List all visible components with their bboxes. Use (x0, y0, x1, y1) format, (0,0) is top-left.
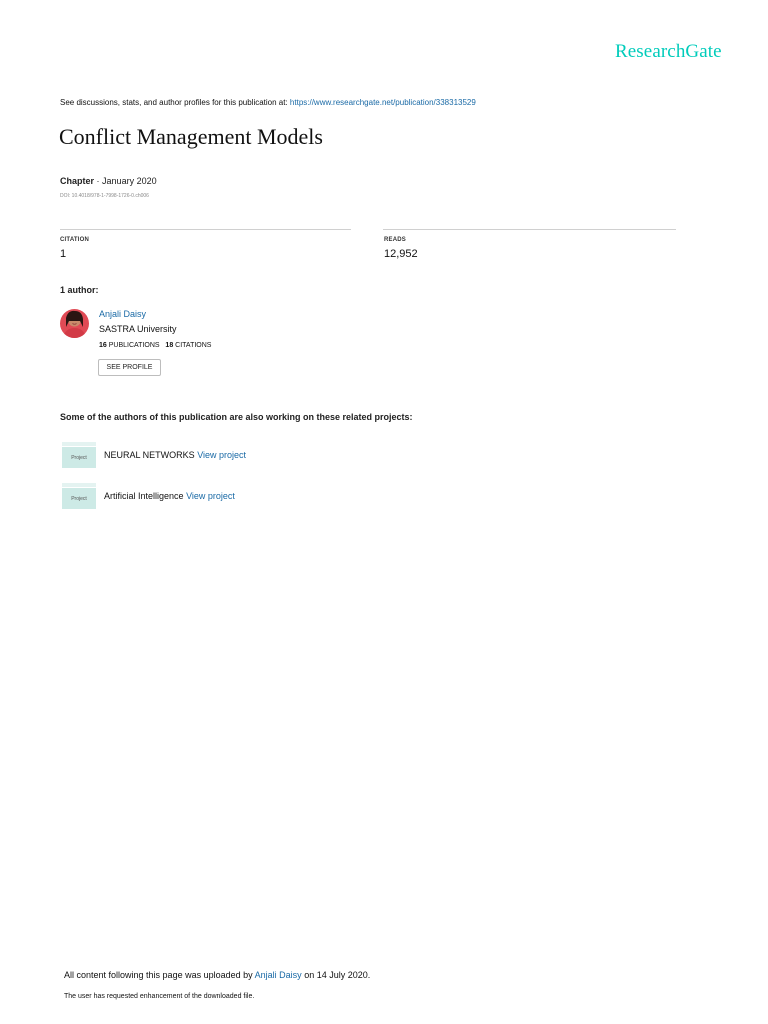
meta-separator: · (96, 176, 100, 186)
publication-date: January 2020 (102, 176, 157, 186)
citation-count: 1 (60, 248, 67, 260)
reads-count: 12,952 (384, 248, 418, 260)
publication-doi: DOI: 10.4018/978-1-7998-1726-0.ch006 (60, 193, 149, 199)
upload-notice (64, 970, 370, 980)
author-citations-count: 18 (165, 342, 174, 349)
uploader-link[interactable]: Anjali Daisy (254, 970, 302, 980)
see-discussions-text: See discussions, stats, and author profiles for this publication at: (60, 98, 288, 107)
project-name: Artificial Intelligence (104, 491, 184, 501)
enhancement-note: The user has requested enhancement of the downloaded file. (64, 993, 255, 1000)
publication-url-link[interactable]: https://www.researchgate.net/publication/338313529 (289, 98, 476, 107)
publication-type: Chapter (60, 176, 95, 186)
see-profile-button[interactable]: SEE PROFILE (98, 359, 161, 376)
author-citations-label: CITATIONS (175, 342, 212, 349)
author-institution: SASTRA University (99, 324, 177, 334)
publication-title: Conflict Management Models (59, 124, 323, 149)
author-publications-label: PUBLICATIONS (108, 342, 160, 349)
project-icon-label: Project (62, 447, 96, 468)
project-icon-tab (62, 442, 96, 446)
author-avatar[interactable] (60, 309, 89, 338)
project-icon-tab (62, 483, 96, 487)
project-item (104, 450, 246, 460)
author-publications-count: 16 (99, 342, 107, 349)
view-project-link[interactable]: View project (186, 491, 235, 501)
citation-label: CITATION (60, 237, 90, 243)
upload-suffix: on 14 July 2020. (304, 970, 371, 980)
author-stats (99, 342, 211, 349)
view-project-link[interactable]: View project (197, 450, 247, 460)
project-icon (62, 442, 96, 468)
upload-prefix: All content following this page was uploaded by (64, 970, 253, 980)
reads-divider (383, 229, 676, 230)
related-projects-heading: Some of the authors of this publication are also working on these related projects: (60, 412, 413, 422)
authors-heading: 1 author: (60, 285, 99, 295)
project-item (104, 491, 235, 501)
see-discussions-line (60, 98, 476, 107)
researchgate-logo[interactable]: ResearchGate (615, 41, 722, 62)
project-name: NEURAL NETWORKS (104, 450, 195, 460)
citation-divider (60, 229, 351, 230)
project-icon-label: Project (62, 488, 96, 509)
author-name-link[interactable]: Anjali Daisy (99, 309, 147, 319)
publication-meta (60, 176, 157, 186)
project-icon (62, 483, 96, 509)
reads-label: READS (384, 237, 407, 243)
